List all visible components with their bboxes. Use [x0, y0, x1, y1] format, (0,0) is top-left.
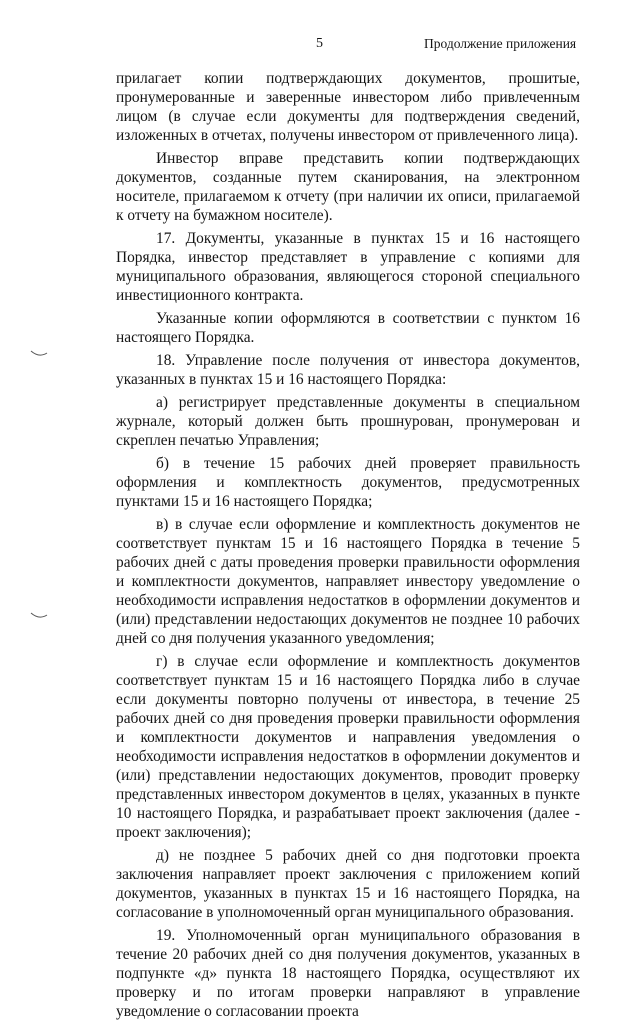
paragraph: Инвестор вправе представить копии подтверждающих документов, созданные путем сканирования, на электронном носителе, прилагаемом к отчету (при наличии их описи, прилагаемой к отчету на бумажном носителе).: [116, 150, 580, 224]
paragraph-clause-17: 17. Документы, указанные в пунктах 15 и 16 настоящего Порядка, инвестор представляет в управление с копиями для муниципального образования, являющегося стороной специального инвестиционного контракта.: [116, 230, 580, 304]
paragraph-continuation: прилагает копии подтверждающих документов, прошитые, пронумерованные и заверенные инвестором либо привлеченным лицом (в случае если документы для подтверждения сведений, изложенных в отчетах, получены инвестором от привлеченного лица).: [116, 70, 580, 144]
subclause-v: в) в случае если оформление и комплектность документов не соответствует пунктам 15 и 16 настоящего Порядка в течение 5 рабочих дней с даты проведения проверки правильности оформления и комплектности документов, направляет инвестору уведомление о необходимости исправления недостатков в оформлении документов и (или) представлении недостающих документов не позднее 10 рабочих дней со дня получения указанного уведомления;: [116, 516, 580, 647]
page-number: 5: [316, 36, 323, 51]
binding-hole-mark: [30, 612, 48, 620]
binding-hole-mark: [30, 350, 48, 358]
document-body: [116, 69, 580, 1025]
subclause-d: д) не позднее 5 рабочих дней со дня подготовки проекта заключения направляет проект заключения с приложением копий документов, указанных в пунктах 15 и 16 настоящего Порядка, на согласование в уполномоченный орган муниципального образования.: [116, 847, 580, 921]
paragraph-clause-18: 18. Управление после получения от инвестора документов, указанных в пунктах 15 и 16 настоящего Порядка:: [116, 352, 580, 388]
header-title: Продолжение приложения: [424, 36, 577, 51]
paragraph-clause-19: 19. Уполномоченный орган муниципального образования в течение 20 рабочих дней со дня получения документов, указанных в подпункте «д» пункта 18 настоящего Порядка, осуществляют их проверку и по итогам проверки направляют в управление уведомление о согласовании проекта: [116, 927, 580, 1020]
paragraph: Указанные копии оформляются в соответствии с пунктом 16 настоящего Порядка.: [116, 310, 580, 346]
subclause-b: б) в течение 15 рабочих дней проверяет правильность оформления и комплектность документов, предусмотренных пунктами 15 и 16 настоящего Порядка;: [116, 455, 580, 510]
subclause-g: г) в случае если оформление и комплектность документов соответствует пунктам 15 и 16 настоящего Порядка либо в случае если документы повторно получены от инвестора, в течение 25 рабочих дней со дня проведения проверки правильности оформления и комплектности документов и направления уведомления о необходимости исправления недостатков в оформлении документов и (или) представлении недостающих документов, проводит проверку представленных инвестором документов в целях, указанных в пункте 10 настоящего Порядка, и разрабатывает проект заключения (далее - проект заключения);: [116, 653, 580, 841]
page-header: [0, 36, 640, 56]
subclause-a: а) регистрирует представленные документы в специальном журнале, который должен быть прошнурован, пронумерован и скреплен печатью Управления;: [116, 394, 580, 449]
